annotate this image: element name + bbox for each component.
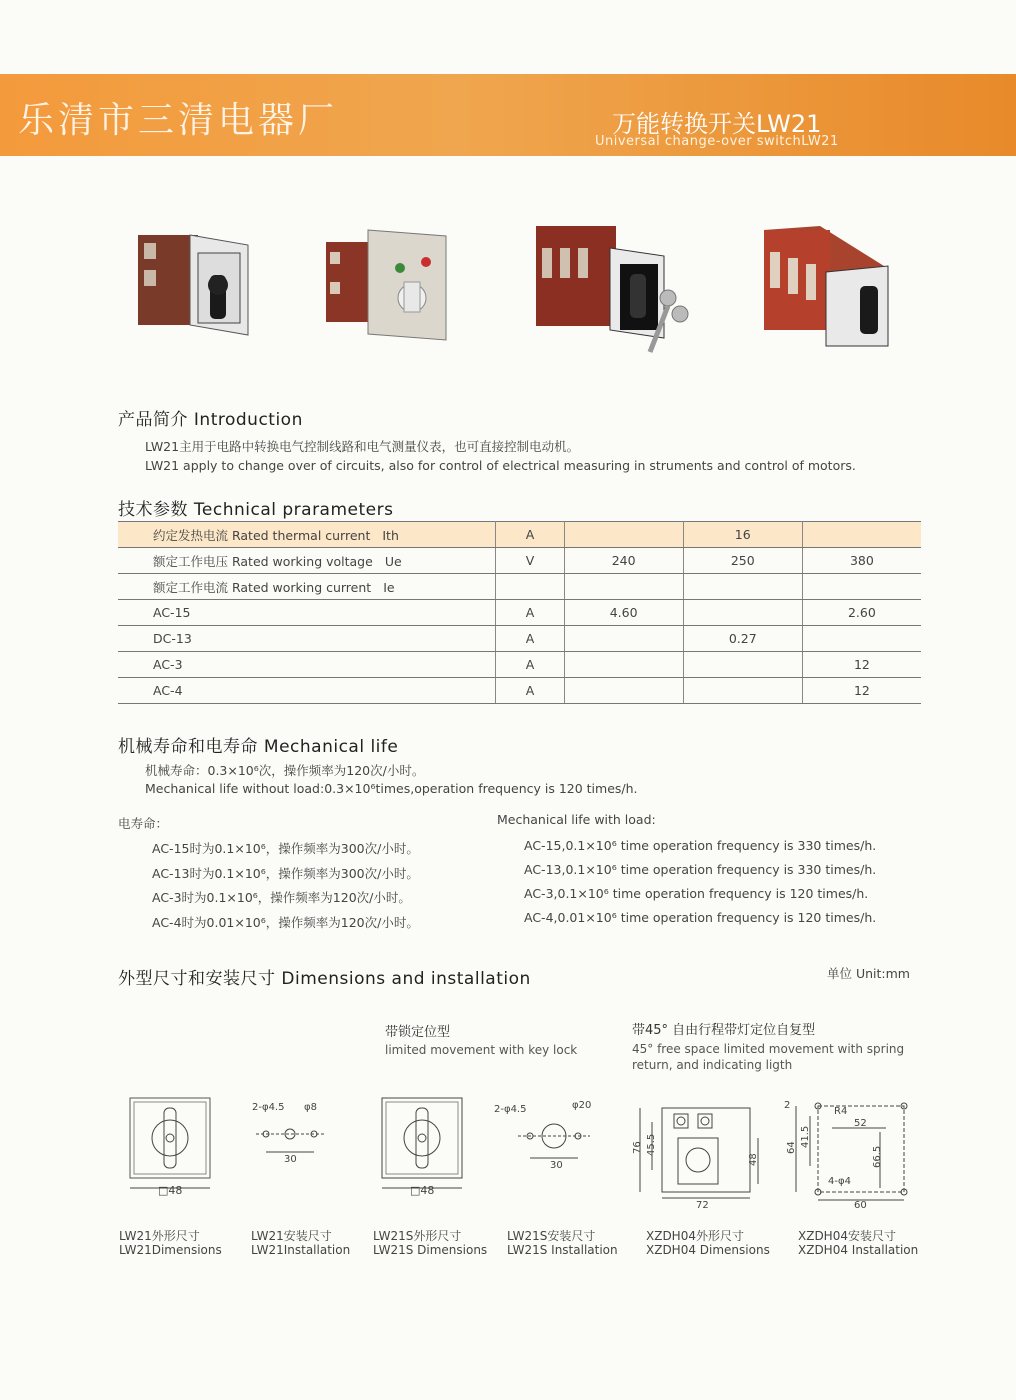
group-spring-title: 带45° 自由行程带灯定位自复型: [632, 1023, 816, 1038]
params-table: [118, 521, 921, 704]
caption-cn: LW21S外形尺寸: [373, 1229, 462, 1243]
mech-line-cn: 机械寿命：0.3×10⁶次，操作频率为120次/小时。: [145, 763, 425, 778]
param-symbol: Ith: [382, 527, 399, 543]
params-row: [118, 548, 921, 574]
param-name: 额定工作电压 Rated working voltage Ue: [118, 548, 496, 574]
group-key-sub: limited movement with key lock: [385, 1043, 578, 1057]
param-name: AC-4: [118, 678, 496, 704]
param-name: AC-3: [118, 652, 496, 678]
lw21-30-label: 30: [284, 1154, 297, 1165]
param-value-2: [683, 652, 802, 678]
param-symbol: Ue: [384, 553, 402, 569]
param-unit: V: [496, 548, 564, 574]
lw21s-dimension-drawing: [378, 1092, 468, 1204]
xzdh-415-label: 41.5: [800, 1125, 811, 1148]
params-row: [118, 600, 921, 626]
param-value-2: [683, 600, 802, 626]
param-unit: A: [496, 522, 564, 548]
param-value-1: 4.60: [564, 600, 683, 626]
param-value-2: 0.27: [683, 626, 802, 652]
param-value-1: [564, 652, 683, 678]
intro-title: 产品简介 Introduction: [118, 410, 303, 430]
caption-en: LW21S Installation: [507, 1243, 618, 1257]
lw21-installation-drawing: [250, 1098, 330, 1168]
params-row: [118, 678, 921, 704]
mech-title: 机械寿命和电寿命 Mechanical life: [118, 737, 399, 757]
xzdh-r4-label: R4: [834, 1106, 848, 1117]
xzdh-455-label: 45.5: [646, 1133, 657, 1156]
param-value-1: [564, 522, 683, 548]
lw21-dimension-drawing: [126, 1092, 216, 1204]
elec-life-item-cn: AC-4时为0.01×10⁶，操作频率为120次/小时。: [152, 914, 419, 930]
param-value-3: [802, 574, 921, 600]
caption-en: LW21Dimensions: [119, 1243, 222, 1257]
header-banner: [0, 74, 1016, 156]
lw21-holes-label: 2-φ4.5: [252, 1102, 285, 1113]
product-photo-1: [130, 215, 260, 350]
param-value-2: [683, 574, 802, 600]
params-row: [118, 522, 921, 548]
xzdh-52-label: 52: [854, 1118, 867, 1129]
dimension-caption: [251, 1229, 350, 1257]
lw21s-center-label: φ20: [572, 1100, 592, 1111]
dims-unit: 单位 Unit:mm: [827, 966, 910, 981]
dims-title: 外型尺寸和安装尺寸 Dimensions and installation: [118, 969, 531, 989]
lw21-sq48-label: □48: [158, 1184, 183, 1197]
xzdh-48-label: 48: [748, 1153, 759, 1166]
elec-life-item-en: AC-4,0.01×10⁶ time operation frequency is 120 times/h.: [524, 910, 877, 925]
param-name: 额定工作电流 Rated working current Ie: [118, 574, 496, 600]
param-value-1: 240: [564, 548, 683, 574]
elec-life-item-cn: AC-13时为0.1×10⁶，操作频率为300次/小时。: [152, 865, 419, 881]
dimension-caption: [798, 1229, 918, 1257]
caption-cn: XZDH04安装尺寸: [798, 1229, 896, 1243]
caption-cn: LW21安装尺寸: [251, 1229, 332, 1243]
caption-en: XZDH04 Installation: [798, 1243, 919, 1257]
xzdh-inst-2-label: 2: [784, 1100, 791, 1111]
lw21s-30-label: 30: [550, 1160, 563, 1171]
caption-cn: LW21外形尺寸: [119, 1229, 200, 1243]
param-value-2: 250: [683, 548, 802, 574]
group-spring-sub2: return, and indicating ligth: [632, 1058, 793, 1072]
caption-cn: XZDH04外形尺寸: [646, 1229, 744, 1243]
lw21s-installation-drawing: [492, 1094, 602, 1178]
product-subtitle: Universal change-over switchLW21: [595, 134, 839, 149]
lw21s-holes-label: 2-φ4.5: [494, 1104, 527, 1115]
param-value-1: [564, 678, 683, 704]
caption-en: LW21Installation: [251, 1243, 351, 1257]
param-value-3: 12: [802, 678, 921, 704]
caption-cn: LW21S安装尺寸: [507, 1229, 596, 1243]
param-value-1: [564, 626, 683, 652]
xzdh-665-label: 66.5: [872, 1145, 883, 1168]
product-photo-3: [530, 218, 700, 363]
param-unit: [496, 574, 564, 600]
param-value-2: 16: [683, 522, 802, 548]
intro-text-en: LW21 apply to change over of circuits, also for control of electrical measuring in struments and control of motors.: [145, 458, 856, 473]
lw21-center-label: φ8: [304, 1102, 317, 1113]
param-unit: A: [496, 678, 564, 704]
lw21s-sq48-label: □48: [410, 1184, 435, 1197]
params-row: [118, 626, 921, 652]
brand-name: 乐清市三清电器厂: [18, 100, 339, 141]
mech-line-en: Mechanical life without load:0.3×10⁶times,operation frequency is 120 times/h.: [145, 781, 638, 796]
param-value-3: [802, 522, 921, 548]
param-value-2: [683, 678, 802, 704]
group-key-title: 带锁定位型: [385, 1025, 451, 1040]
product-photo-4: [760, 222, 895, 352]
elec-life-item-en: AC-15,0.1×10⁶ time operation frequency is 330 times/h.: [524, 838, 877, 853]
param-value-3: [802, 626, 921, 652]
param-value-3: 380: [802, 548, 921, 574]
param-symbol: Ie: [383, 579, 395, 595]
dimension-caption: [373, 1229, 487, 1257]
params-row: [118, 574, 921, 600]
dimension-caption: [119, 1229, 222, 1257]
xzdh-76-label: 76: [632, 1141, 643, 1154]
params-row: [118, 652, 921, 678]
xzdh04-dimension-drawing: [626, 1100, 766, 1212]
param-unit: A: [496, 600, 564, 626]
elec-life-item-cn: AC-15时为0.1×10⁶，操作频率为300次/小时。: [152, 841, 419, 856]
param-name: AC-15: [118, 600, 496, 626]
elec-life-item-en: AC-13,0.1×10⁶ time operation frequency is 330 times/h.: [524, 862, 877, 877]
load-life-label: Mechanical life with load:: [497, 812, 656, 827]
xzdh-60-label: 60: [854, 1200, 867, 1210]
xzdh04-installation-drawing: [782, 1096, 912, 1210]
param-name: DC-13: [118, 626, 496, 652]
param-value-3: 2.60: [802, 600, 921, 626]
dimension-caption: [646, 1229, 770, 1257]
param-name: 约定发热电流 Rated thermal current Ith: [118, 522, 496, 548]
param-value-3: 12: [802, 652, 921, 678]
intro-text-cn: LW21主用于电路中转换电气控制线路和电气测量仪表，也可直接控制电动机。: [145, 439, 580, 454]
elec-life-label: 电寿命：: [118, 816, 169, 831]
xzdh-64-label: 64: [786, 1141, 797, 1154]
params-title: 技术参数 Technical prarameters: [118, 500, 394, 520]
group-spring-sub1: 45° free space limited movement with spring: [632, 1042, 905, 1056]
dimension-caption: [507, 1229, 618, 1257]
param-unit: A: [496, 626, 564, 652]
xzdh-72-label: 72: [696, 1200, 709, 1211]
elec-life-item-en: AC-3,0.1×10⁶ time operation frequency is 120 times/h.: [524, 886, 869, 901]
product-title: 万能转换开关LW21: [612, 110, 822, 138]
elec-life-item-cn: AC-3时为0.1×10⁶，操作频率为120次/小时。: [152, 890, 411, 905]
xzdh-4f4-label: 4-φ4: [828, 1176, 851, 1187]
caption-en: XZDH04 Dimensions: [646, 1243, 770, 1257]
param-unit: A: [496, 652, 564, 678]
caption-en: LW21S Dimensions: [373, 1243, 488, 1257]
product-photo-2: [322, 222, 452, 347]
param-value-1: [564, 574, 683, 600]
